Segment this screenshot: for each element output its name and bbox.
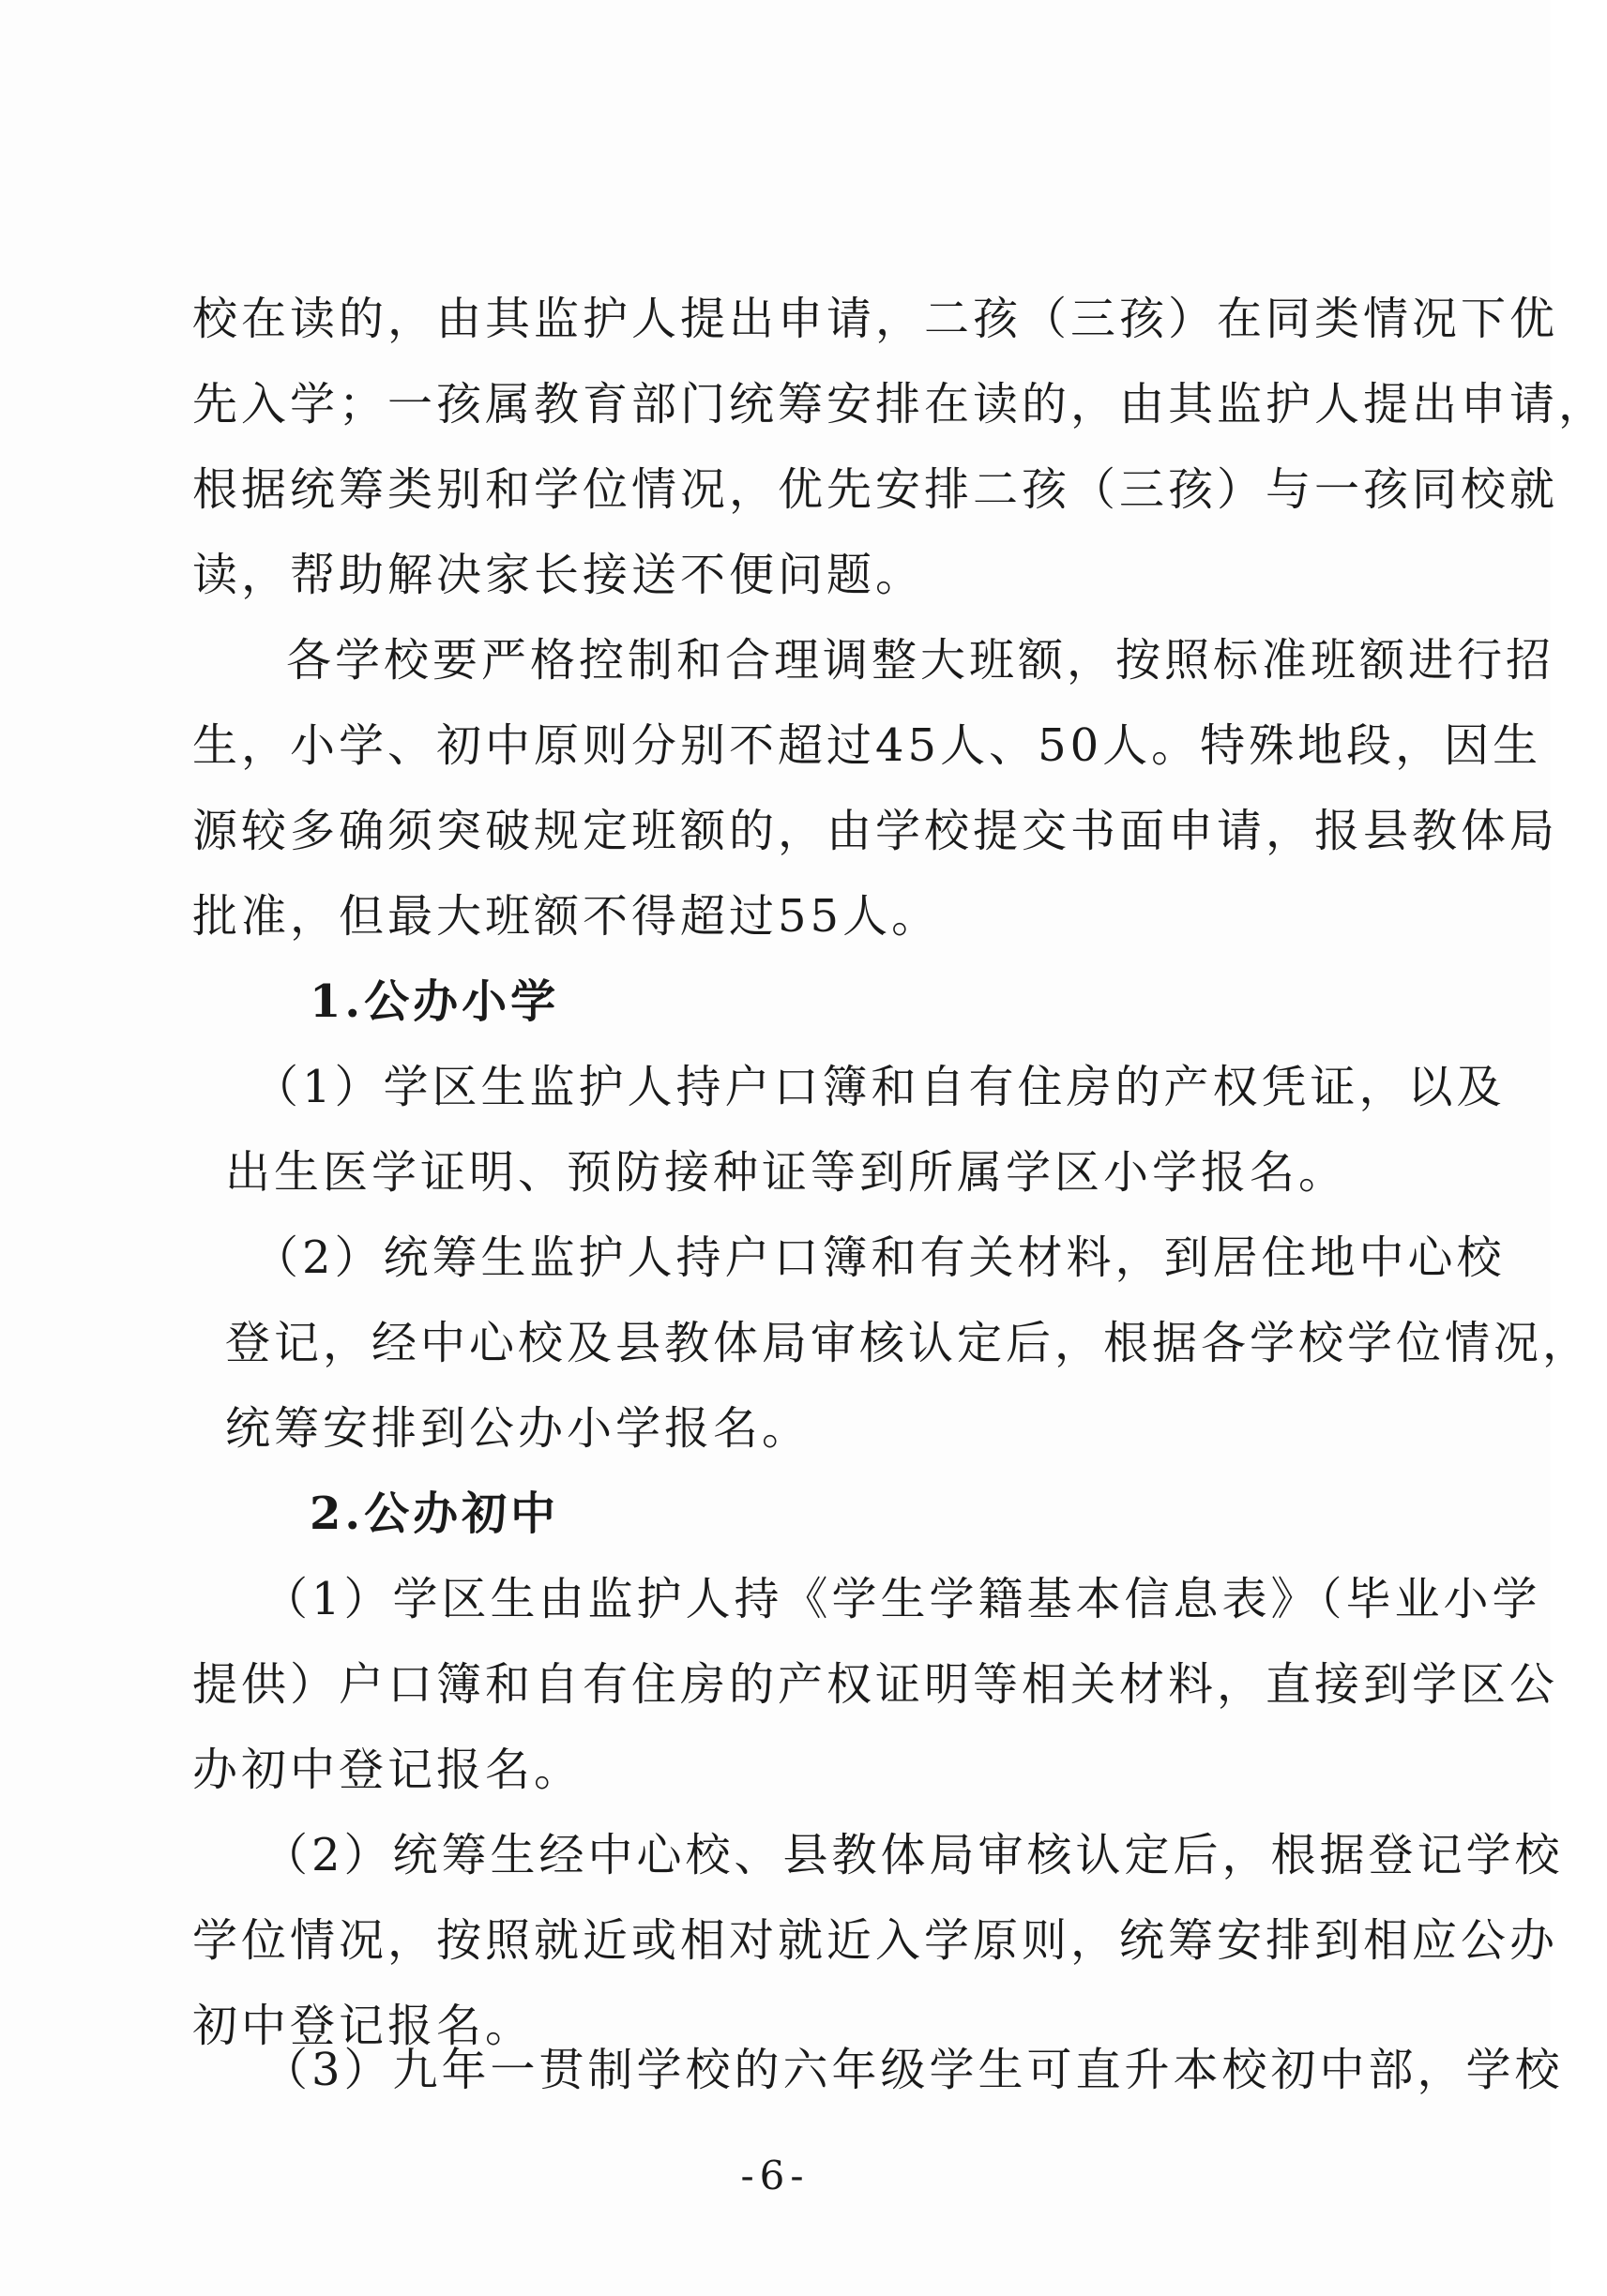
body-line-21: 初中登记报名。: [192, 2000, 535, 2052]
body-line-16: （1）学区生由监护人持《学生学籍基本信息表》（毕业小学: [263, 1573, 1541, 1625]
body-line-13: 登记，经中心校及县教体局审核认定后，根据各学校学位情况，: [225, 1317, 1592, 1369]
body-line-19: （2）统筹生经中心校、县教体局审核认定后，根据登记学校: [263, 1829, 1564, 1881]
section-heading-middle-school: 2.公办初中: [310, 1488, 560, 1540]
body-line-12: （2）统筹生监护人持户口簿和有关材料，到居住地中心校: [253, 1231, 1506, 1284]
body-line-22: （3）九年一贯制学校的六年级学生可直升本校初中部，学校: [263, 2044, 1564, 2096]
body-line-14: 统筹安排到公办小学报名。: [225, 1402, 811, 1455]
body-line-8: 批准，但最大班额不得超过55人。: [192, 890, 941, 943]
body-line-17: 提供）户口簿和自有住房的产权证明等相关材料，直接到学区公: [192, 1658, 1559, 1711]
body-line-1: 校在读的，由其监护人提出申请，二孩（三孩）在同类情况下优: [192, 293, 1559, 345]
page-number: -6-: [740, 2152, 810, 2198]
body-line-5: 各学校要严格控制和合理调整大班额，按照标准班额进行招: [286, 634, 1555, 687]
body-line-20: 学位情况，按照就近或相对就近入学原则，统筹安排到相应公办: [192, 1914, 1559, 1967]
body-line-6: 生，小学、初中原则分别不超过45人、50人。特殊地段，因生: [192, 719, 1542, 772]
section-heading-primary-school: 1.公办小学: [310, 975, 560, 1028]
body-line-2: 先入学；一孩属教育部门统筹安排在读的，由其监护人提出申请，: [192, 378, 1607, 430]
body-line-4: 读，帮助解决家长接送不便问题。: [192, 549, 925, 601]
body-line-3: 根据统筹类别和学位情况，优先安排二孩（三孩）与一孩同校就: [192, 463, 1559, 516]
body-line-10: （1）学区生监护人持户口簿和自有住房的产权凭证，以及: [253, 1061, 1506, 1113]
body-line-18: 办初中登记报名。: [192, 1744, 584, 1796]
body-line-11: 出生医学证明、预防接种证等到所属学区小学报名。: [225, 1146, 1348, 1199]
body-line-7: 源较多确须突破规定班额的，由学校提交书面申请，报县教体局: [192, 805, 1559, 857]
